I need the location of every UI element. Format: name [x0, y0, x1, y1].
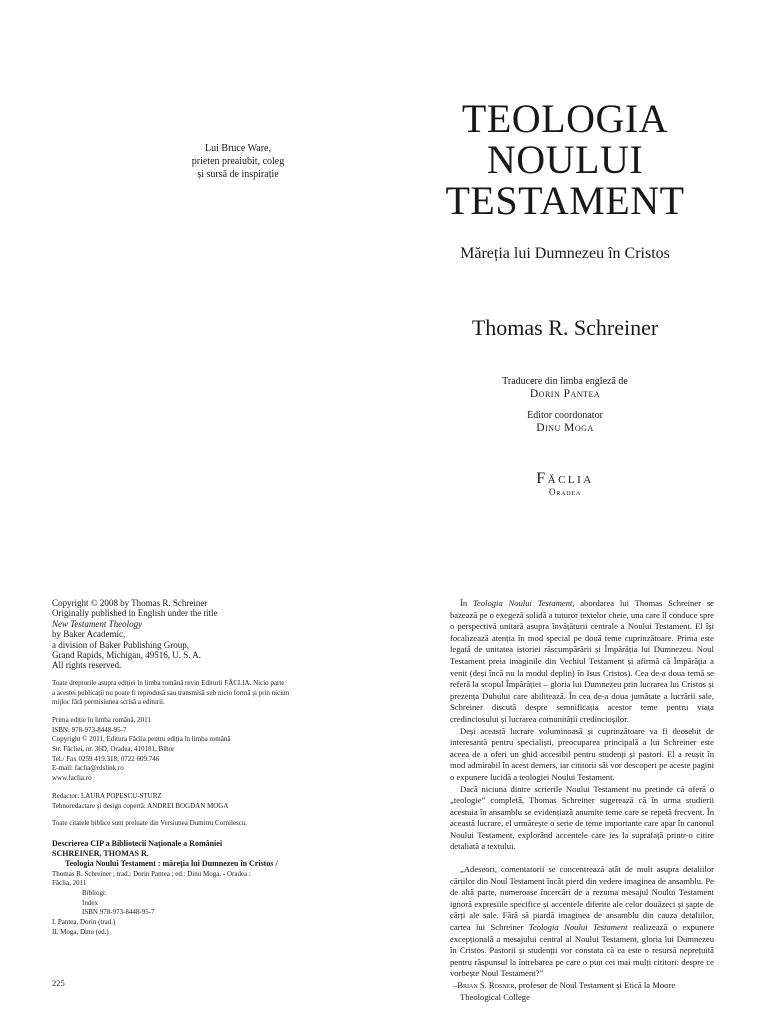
title-line: TESTAMENT	[445, 178, 685, 223]
copyright-line: by Baker Academic,	[52, 629, 126, 640]
copyright-line: Originally published in English under the title	[52, 608, 218, 619]
publisher-logo	[490, 470, 640, 497]
credits	[440, 375, 690, 435]
edition-line: E-mail: faclia@rdslink.ro	[52, 764, 124, 773]
dedication-line: Lui Bruce Ware,	[205, 143, 271, 154]
cip-line: Index	[82, 898, 98, 907]
book-title	[430, 98, 700, 221]
blurb-paragraph: Deși această lucrare voluminoasă și cuprinzătoare va fi deosebit de interesantă pentru specialiști, preocuparea principală a lui Schreiner este aceea de a oferi un ghid accesibil pentru studenți și pastori. El a reușit în mod admirabil în acest demers, iar cititorii săi vor descoperi pe aceste pagini o expunere lucidă a teologiei Noului Testament.	[450, 725, 714, 782]
edition-line: Copyright © 2011, Editura Făclia pentru ediția în limba română	[52, 735, 231, 744]
title-line: TEOLOGIA	[461, 96, 669, 141]
copyright-line: Grand Rapids, Michigan, 49516, U. S. A.	[52, 650, 201, 661]
edition-line: ISBN: 978-973-8448-95-7	[52, 725, 127, 734]
cip-line: Bibliogr.	[82, 889, 107, 897]
title-line: NOULUI	[486, 137, 644, 182]
translator-name: Dorin Pantea	[529, 388, 601, 400]
cip-heading: Descrierea CIP a Bibliotecii Naționale a României	[52, 838, 223, 848]
cip-line: Făclia, 2011	[52, 879, 87, 888]
staff-line: Redactor: LAURA POPESCU-STURZ	[52, 791, 162, 800]
bible-note: Toate citatele biblice sunt preluate din Versiunea Dumitru Cornilescu.	[52, 819, 248, 828]
cip-line: Thomas R. Schreiner ; trad.: Dorin Pantea ; ed.: Dinu Moga. - Oradea :	[52, 869, 251, 878]
rights-line: Toate drepturile asupra ediției în limba română revin Editurii FĂCLIA. Nicio parte	[52, 678, 285, 687]
editor-name: Dinu Moga	[536, 422, 594, 434]
author-name: Thomas R. Schreiner	[471, 315, 659, 340]
rights-line: mijloc fără permisiunea scrisă a editurii.	[52, 698, 165, 707]
copyright-line: Copyright © 2008 by Thomas R. Schreiner	[52, 598, 208, 608]
quote-attribution: –Brian S. Rosner, profesor de Noul Testament și Etică la Moore Theological College	[453, 980, 676, 1002]
cip-line: I. Pantea, Dorin (trad.)	[52, 918, 116, 927]
edition-line: Prima ediție în limba română, 2011	[52, 715, 151, 724]
book-subtitle: Măreția lui Dumnezeu în Cristos	[460, 245, 670, 262]
edition-line: Tel./ Fax 0259 419.318; 0722 609.746	[52, 754, 160, 763]
cip-heading: SCHREINER, THOMAS R.	[52, 849, 149, 859]
publisher-name: Făclia	[536, 470, 594, 487]
rights-line: a acestei publicații nu poate fi reprodusă sau transmisă sub nicio formă și prin niciun	[52, 688, 290, 697]
copyright-line: All rights reserved.	[52, 660, 122, 671]
cip-title: Teologia Noului Testament : măreția lui Dumnezeu în Cristos /	[65, 859, 278, 869]
editor-label: Editor coordonator	[527, 410, 603, 421]
page-number: 225	[52, 978, 65, 988]
edition-line: Str. Făcliei, nr. 36D, Oradea, 410181, Bihor	[52, 745, 175, 754]
edition-line: www.faclia.ro	[52, 774, 92, 783]
publisher-city: Oradea	[549, 487, 581, 497]
original-title: New Testament Theology	[52, 618, 143, 629]
back-cover-blurb	[450, 598, 714, 1003]
translation-label: Traducere din limba engleză de	[502, 376, 628, 387]
copyright-line: a division of Baker Publishing Group,	[52, 639, 189, 650]
dedication	[135, 142, 341, 181]
blurb-quote: „Adeseori, comentatorii se concentrează atât de mult asupra detaliilor cărților din Noul Testament încât pierd din vedere imaginea de ansamblu. Pe de altă parte, numeroase încercări de a rezuma mesajul Noului Testament ignoră expresiile specifice și accentele diferite ale celor douăzeci și șapte de cărți ale sale. Fără să piardă imaginea de ansamblu din cauza detaliilor, cartea lui Schreiner Teologia Noului Testament realizează o expunere excepțională a mesajului central al Noului Testament, gloria lui Dumnezeu în Cristos. Pastorii și studenții vor constata că ea este o resursă neprețuită pentru răspunsul la întrebarea pe care o pun cei mai mulți cititori: despre ce vorbește Noul Testament?”	[450, 864, 715, 979]
cip-line: II. Moga, Dinu (ed.)	[52, 927, 109, 936]
dedication-line: prieten preaiubit, coleg	[191, 156, 285, 167]
staff-line: Tehnoredactare și design copertă: ANDREI BOGDAN MOGA	[52, 801, 229, 810]
cip-line: ISBN 978-973-8448-95-7	[82, 908, 155, 917]
dedication-line: și sursă de inspirație	[197, 169, 279, 180]
blurb-paragraph: Dacă niciuna dintre scrierile Noului Testament nu pretinde că oferă o „teologie” completă, Thomas Schreiner sugerează că în urma studierii acestuia în ansamblu se evidențiază anumite teme care se repetă frecvent. În această lucrare, el urmărește o serie de teme importante care apar în canonul Noului Testament, explorând accentele care ies la suprafață printr-o citire detaliată a textului.	[450, 783, 714, 852]
copyright-block	[52, 598, 382, 938]
blurb-paragraph: În Teologia Noului Testament, abordarea lui Thomas Schreiner se bazează pe o exegeză solidă a tuturor textelor cheie, una care îl conduce spre o perspectivă unitară asupra învățăturii centrale a Noului Testament. El își focalizează atenția în mod special pe două teme cuprinzătoare. Prima este legată de unitatea istoriei răscumpărării și Împărăția lui Dumnezeu. Noul Testament preia imaginile din Vechiul Testament și afirmă că Împărăția a venit (deși încă nu la modul deplin) în Isus Cristos). Cea de-a doua temă se referă la scopul Împărăției – gloria lui Dumnezeu prin lucrarea lui Cristos și prezența Duhului care abilitează. În cea de-a doua jumătate a lucrării sale, Schreiner discută despre semnificația acestor teme pentru viața credinciosului și lucrarea comunității credincioșilor.	[450, 598, 714, 724]
